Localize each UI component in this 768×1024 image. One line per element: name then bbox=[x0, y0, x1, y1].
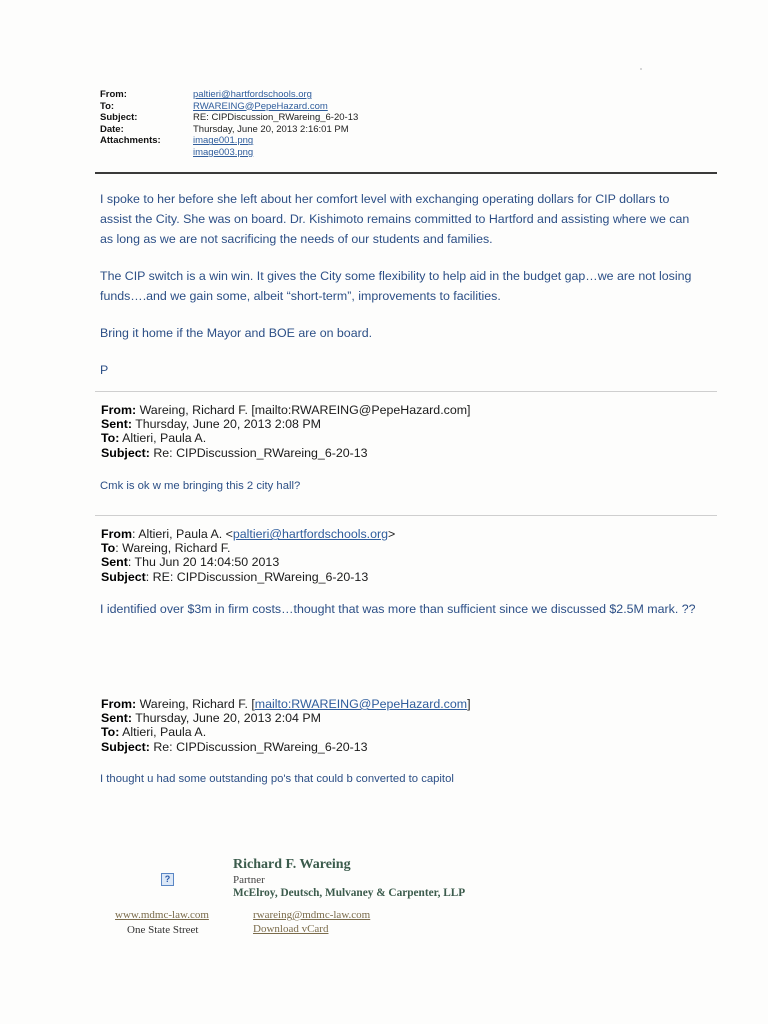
attachment-link[interactable]: image003.png bbox=[193, 146, 254, 158]
msg4-body: I thought u had some outstanding po's that could b converted to capitol bbox=[100, 773, 454, 785]
attachment-link[interactable]: image001.png bbox=[193, 135, 254, 147]
header-from-label: From: bbox=[100, 89, 127, 100]
msg3-to-label: To bbox=[101, 541, 116, 556]
quoted-header-4 bbox=[101, 697, 471, 754]
msg4-sent: Thursday, June 20, 2013 2:04 PM bbox=[135, 711, 321, 726]
msg3-from-label: From bbox=[101, 527, 132, 541]
msg4-subject-label: Subject: bbox=[101, 739, 150, 754]
msg2-sent: Thursday, June 20, 2013 2:08 PM bbox=[135, 417, 321, 432]
msg4-sent-label: Sent: bbox=[101, 711, 132, 726]
msg3-body: I identified over $3m in firm costs…thought that was more than sufficient since we discussed $2.5M mark. ?? bbox=[100, 602, 696, 616]
header-to-label: To: bbox=[100, 100, 115, 112]
header-attachments-row bbox=[100, 135, 358, 158]
msg2-from-label: From: bbox=[101, 403, 137, 417]
header-date-row bbox=[100, 124, 358, 136]
msg3-from-close: > bbox=[388, 527, 396, 541]
signature-website-link[interactable]: www.mdmc-law.com bbox=[115, 909, 209, 921]
msg3-to: Wareing, Richard F. bbox=[122, 541, 231, 556]
header-divider bbox=[95, 172, 717, 174]
msg2-subject-label: Subject: bbox=[101, 445, 150, 460]
message-divider bbox=[95, 391, 717, 392]
reply-paragraph: Bring it home if the Mayor and BOE are on board. bbox=[100, 326, 373, 340]
msg3-subject: RE: CIPDiscussion_RWareing_6-20-13 bbox=[152, 569, 369, 584]
msg4-to: Altieri, Paula A. bbox=[122, 725, 207, 740]
email-header bbox=[100, 89, 358, 159]
msg4-from-close: ] bbox=[467, 697, 471, 711]
msg2-to-label: To: bbox=[101, 431, 120, 446]
msg2-sent-label: Sent: bbox=[101, 417, 132, 432]
msg3-from-email-link[interactable]: paltieri@hartfordschools.org bbox=[232, 527, 389, 541]
msg3-sent: Thu Jun 20 14:04:50 2013 bbox=[134, 555, 280, 570]
header-from-link[interactable]: paltieri@hartfordschools.org bbox=[193, 89, 312, 100]
reply-paragraph: I spoke to her before she left about her comfort level with exchanging operating dollars for CIP dollars to assist the City. She was on board. Dr. Kishimoto remains committed to Hartford and assisting where we can as long as we are not sacrificing the needs of our students and families. bbox=[100, 192, 690, 246]
header-date-value: Thursday, June 20, 2013 2:16:01 PM bbox=[193, 123, 349, 135]
scan-speck bbox=[640, 68, 642, 70]
msg4-mailto-link[interactable]: mailto:RWAREING@PepeHazard.com bbox=[254, 697, 468, 711]
quoted-header-2 bbox=[101, 403, 471, 460]
msg2-to: Altieri, Paula A. bbox=[122, 431, 207, 446]
missing-image-icon: ? bbox=[161, 873, 174, 886]
header-date-label: Date: bbox=[100, 123, 124, 135]
msg4-to-label: To: bbox=[101, 725, 120, 740]
message-divider bbox=[95, 515, 717, 516]
header-subject-label: Subject: bbox=[100, 112, 138, 124]
header-subject-value: RE: CIPDiscussion_RWareing_6-20-13 bbox=[193, 112, 359, 124]
signature-firm: McElroy, Deutsch, Mulvaney & Carpenter, LLP bbox=[233, 887, 466, 899]
header-attachments-label: Attachments: bbox=[100, 135, 161, 147]
signature-name: Richard F. Wareing bbox=[233, 857, 351, 872]
reply-paragraph: The CIP switch is a win win. It gives the City some flexibility to help aid in the budget gap…we are not losing funds….and we gain some, albeit “short-term”, improvements to facilities. bbox=[100, 269, 692, 303]
msg2-subject: Re: CIPDiscussion_RWareing_6-20-13 bbox=[153, 445, 368, 460]
quoted-header-3: From: Altieri, Paula A. <paltieri@hartfordschools.org> To: Wareing, Richard F. Sent: Thu Jun 20 14:04:50 2013 Subject: RE: CIPDiscussion_RWareing_6-20-13 bbox=[101, 527, 396, 584]
msg4-subject: Re: CIPDiscussion_RWareing_6-20-13 bbox=[153, 739, 368, 754]
header-to-link[interactable]: RWAREING@PepeHazard.com bbox=[193, 100, 328, 112]
msg3-subject-label: Subject bbox=[101, 569, 146, 584]
signature-email-link[interactable]: rwareing@mdmc-law.com bbox=[253, 909, 371, 921]
download-vcard-link[interactable]: Download vCard bbox=[253, 923, 329, 935]
signature-address: One State Street bbox=[127, 924, 199, 936]
msg2-body: Cmk is ok w me bringing this 2 city hall? bbox=[100, 480, 301, 492]
signature-title: Partner bbox=[233, 874, 265, 886]
header-subject-row bbox=[100, 112, 358, 124]
msg2-from: Wareing, Richard F. [mailto:RWAREING@PepeHazard.com] bbox=[139, 403, 471, 417]
reply-signoff: P bbox=[100, 363, 109, 377]
header-to-row bbox=[100, 101, 358, 113]
msg3-from-name: Altieri, Paula A. < bbox=[138, 527, 233, 541]
msg3-sent-label: Sent bbox=[101, 555, 128, 570]
attachment-list bbox=[193, 135, 253, 158]
msg4-from-label: From: bbox=[101, 697, 137, 711]
msg4-from-name: Wareing, Richard F. [ bbox=[139, 697, 255, 711]
header-from-row bbox=[100, 89, 358, 101]
